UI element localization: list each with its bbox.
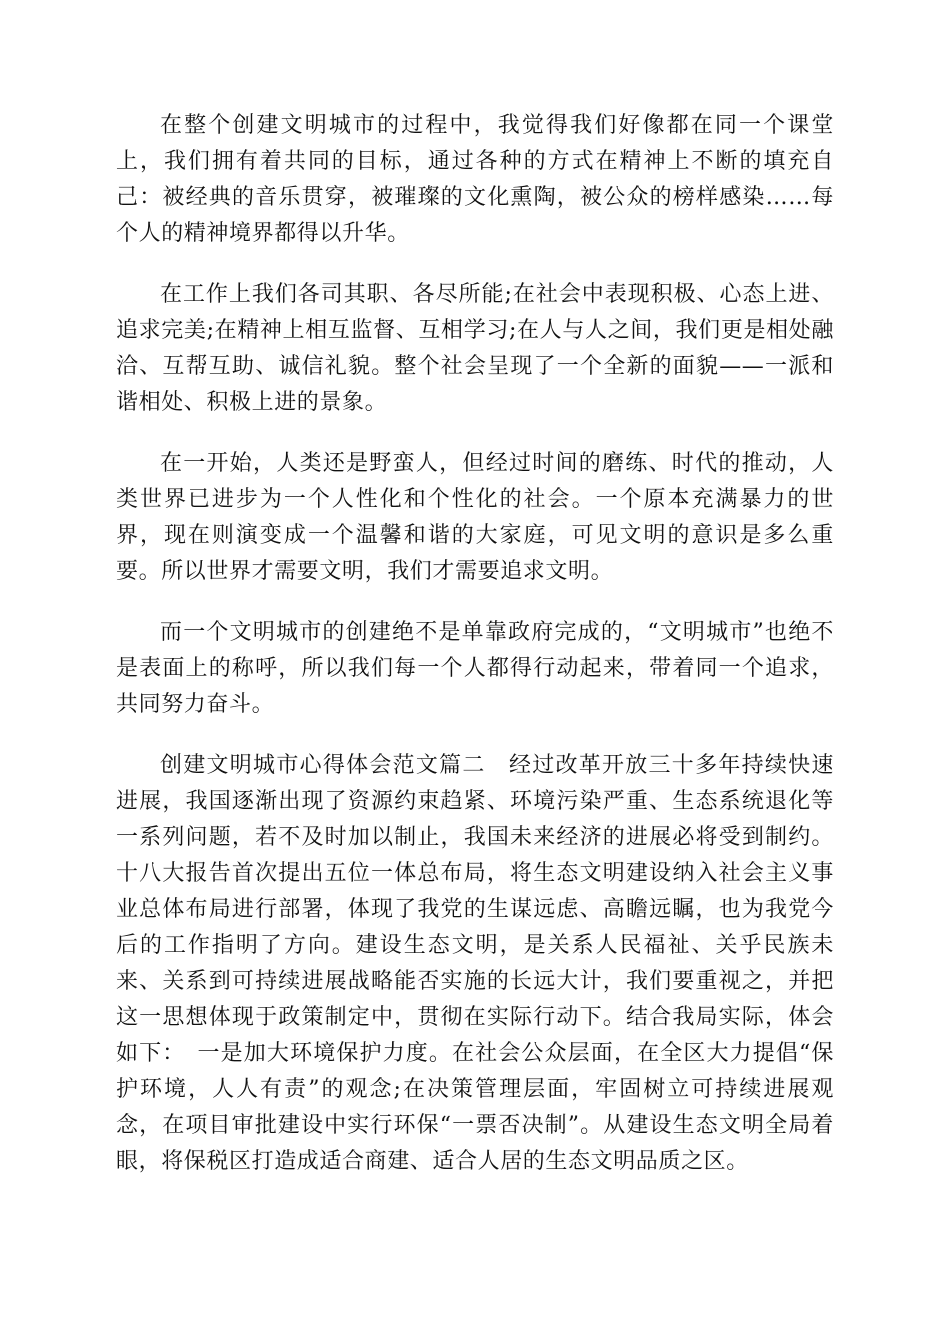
paragraph-3: 在一开始，人类还是野蛮人，但经过时间的磨练、时代的推动，人类世界已进步为一个人性化和个性化的社会。一个原本充满暴力的世界，现在则演变成一个温馨和谐的大家庭，可见文明的意识是多么重要。所以世界才需要文明，我们才需要追求文明。: [116, 451, 834, 584]
paragraph-2: 在工作上我们各司其职、各尽所能;在社会中表现积极、心态上进、追求完美;在精神上相互监督、互相学习;在人与人之间，我们更是相处融洽、互帮互助、诚信礼貌。整个社会呈现了一个全新的面貌——一派和谐相处、积极上进的景象。: [116, 282, 834, 415]
paragraph-1: 在整个创建文明城市的过程中，我觉得我们好像都在同一个课堂上，我们拥有着共同的目标，通过各种的方式在精神上不断的填充自己：被经典的音乐贯穿，被璀璨的文化熏陶，被公众的榜样感染……每个人的精神境界都得以升华。: [116, 113, 834, 246]
paragraph-4: 而一个文明城市的创建绝不是单靠政府完成的，“文明城市”也绝不是表面上的称呼，所以我们每一个人都得行动起来，带着同一个追求，共同努力奋斗。: [116, 620, 834, 717]
paragraph-5: 创建文明城市心得体会范文篇二 经过改革开放三十多年持续快速进展，我国逐渐出现了资源约束趋紧、环境污染严重、生态系统退化等一系列问题，若不及时加以制止，我国未来经济的进展必将受到制约。十八大报告首次提出五位一体总布局，将生态文明建设纳入社会主义事业总体布局进行部署，体现了我党的生谋远虑、高瞻远瞩，也为我党今后的工作指明了方向。建设生态文明，是关系人民福祉、关乎民族未来、关系到可持续进展战略能否实施的长远大计，我们要重视之，并把这一思想体现于政策制定中，贯彻在实际行动下。结合我局实际，体会如下： 一是加大环境保护力度。在社会公众层面，在全区大力提倡“保护环境，人人有责”的观念;在决策管理层面，牢固树立可持续进展观念，在项目审批建设中实行环保“一票否决制”。从建设生态文明全局着眼，将保税区打造成适合商建、适合人居的生态文明品质之区。: [116, 753, 834, 1174]
document-body: [116, 108, 834, 1205]
